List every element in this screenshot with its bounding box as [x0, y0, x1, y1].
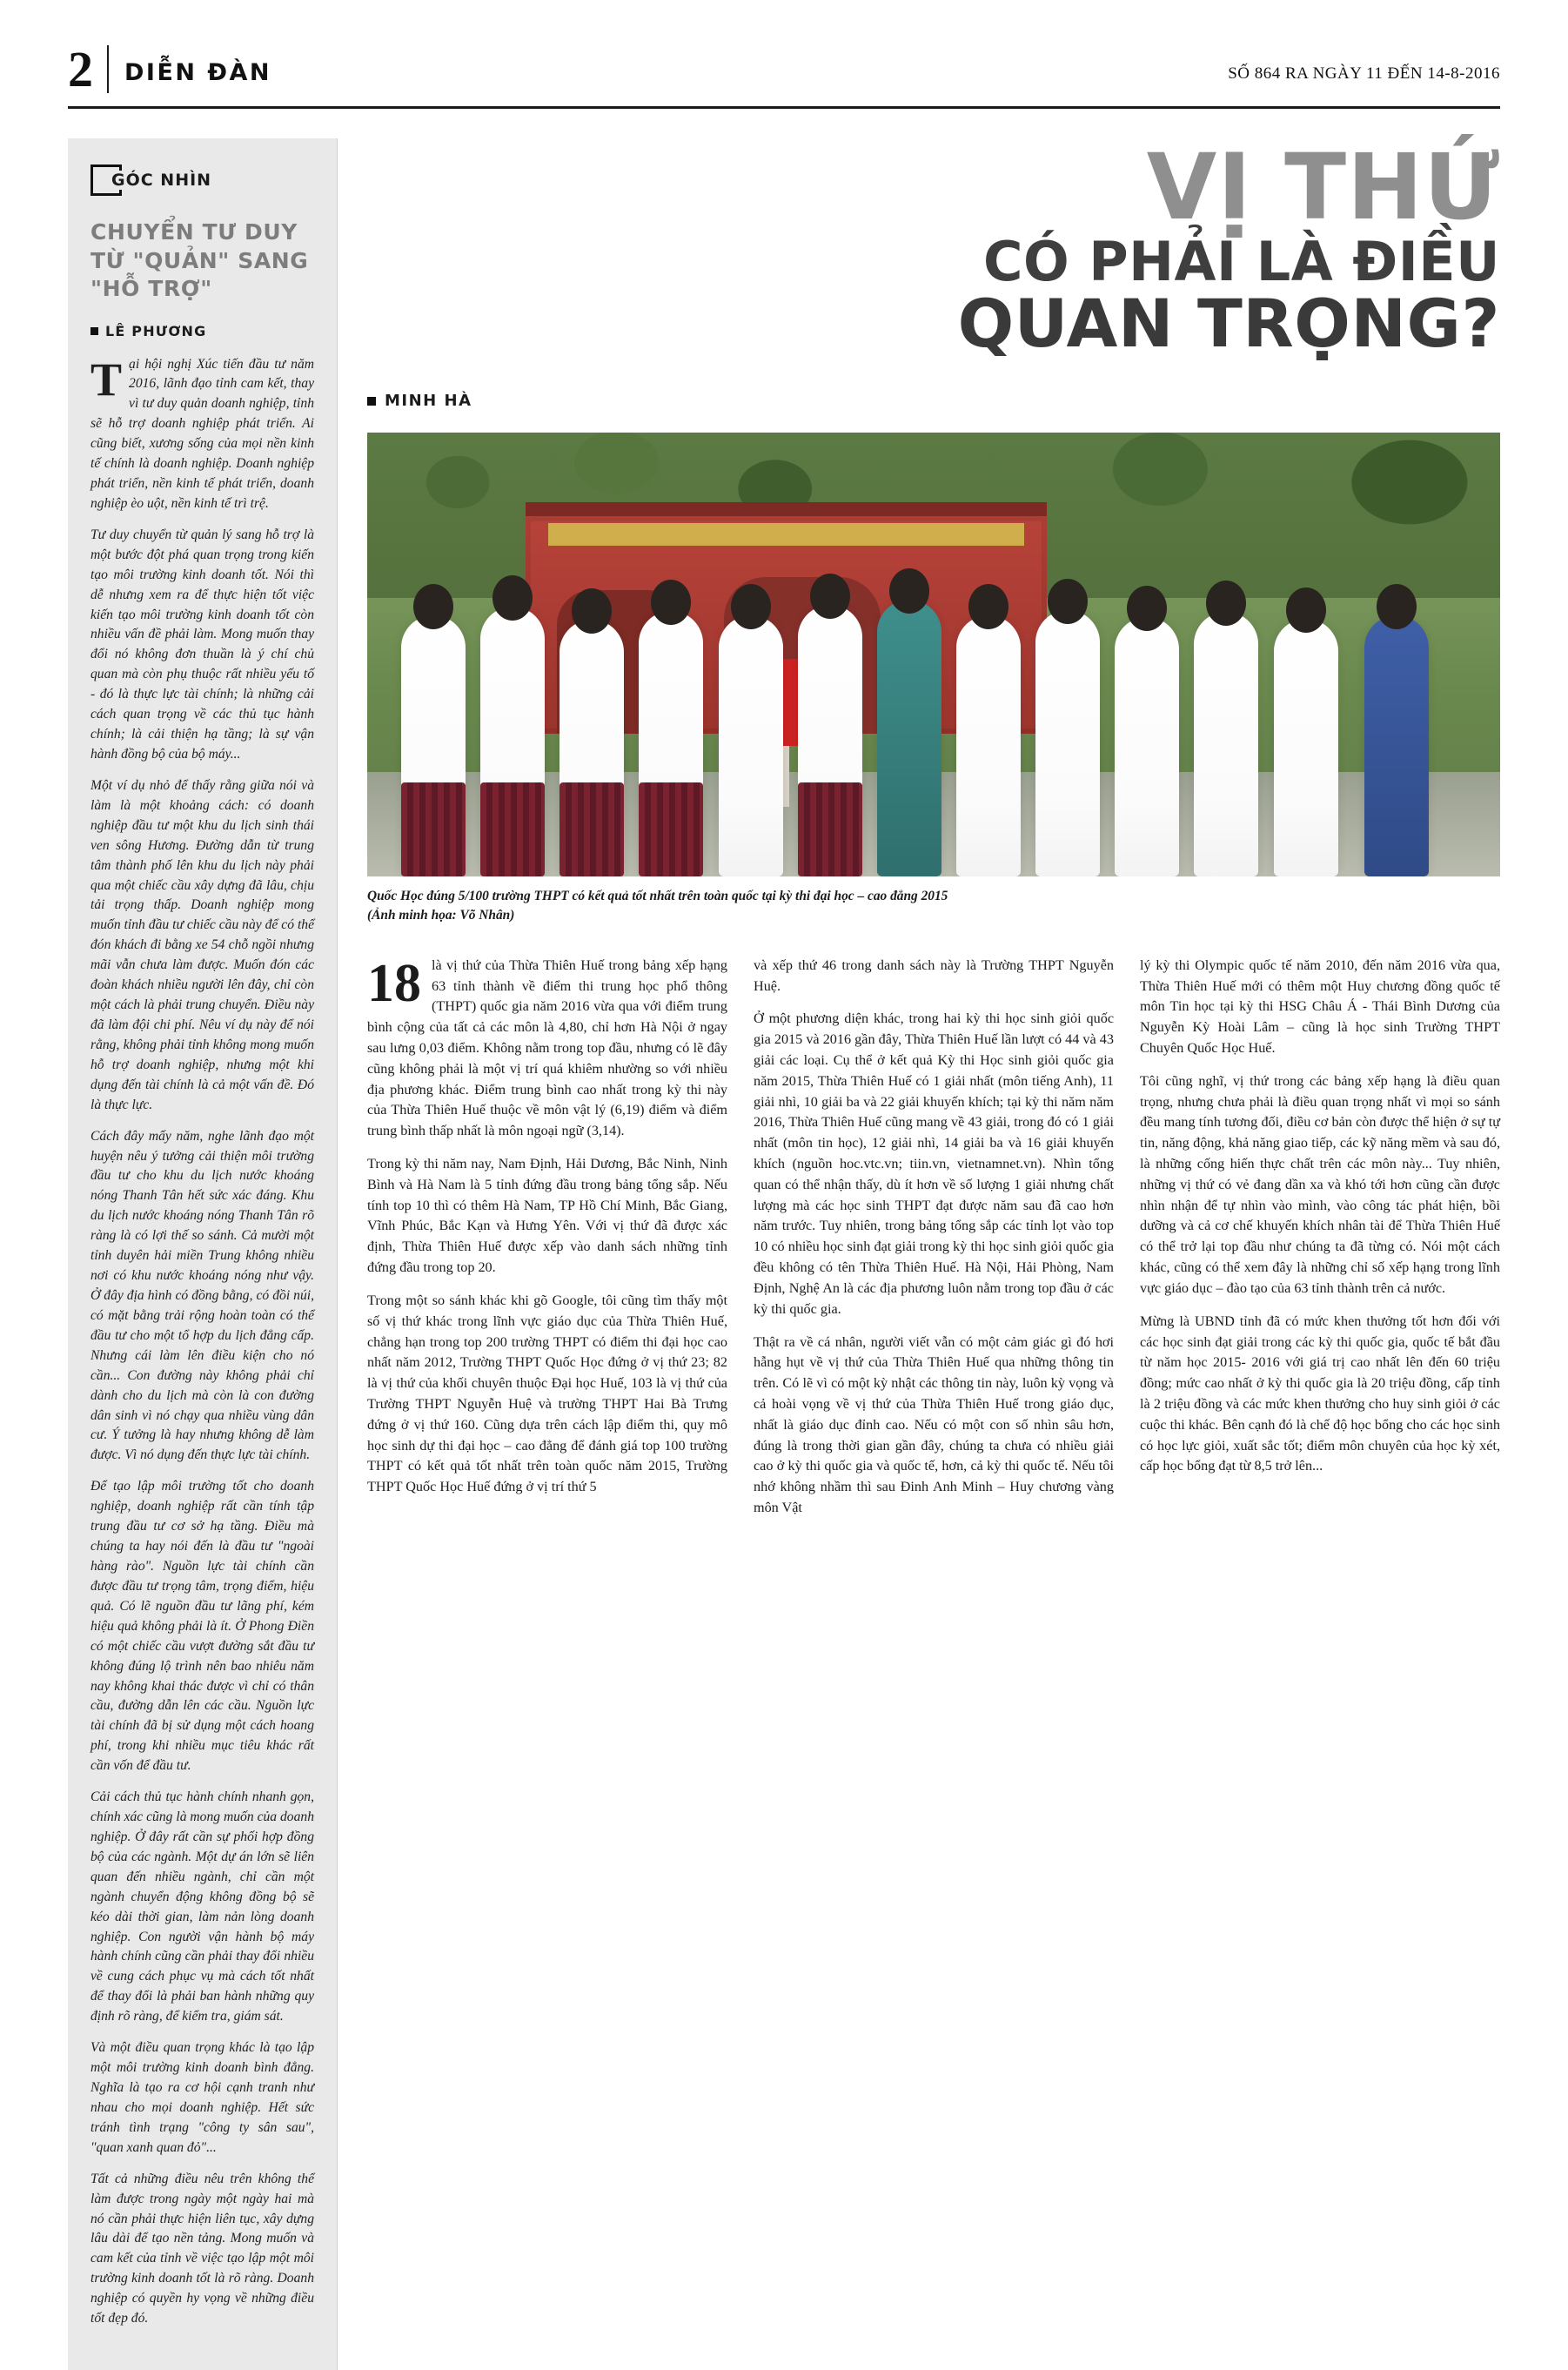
headline-line-2: CÓ PHẢI LÀ ĐIỀU	[982, 229, 1500, 293]
opinion-paragraph: Cách đây mấy năm, nghe lãnh đạo một huyện nêu ý tưởng cải thiện môi trường đầu tư cho khu du lịch nước khoáng nóng Thanh Tân hết sức xác đáng. Khu du lịch nước khoáng nóng Thanh Tân rõ ràng là có lợi thế so sánh. Cả mười một tỉnh duyên hải miền Trung không nhiều nơi có khu nước khoáng nóng như vậy. Ở đây địa hình có đồng bằng, có đồi núi, có mặt bằng trải rộng hoàn toàn có thể đầu tư cho một tổ hợp du lịch đẳng cấp. Nhưng cái làm lên điều kiện cho nó cần... Con đường này không phải chỉ dành cho du lịch mà còn là con đường dân sinh vì nó chạy qua nhiều vùng dân cư. Ý tưởng là hay nhưng không dễ làm được. Vì nó dụng đến thực lực tài chính.	[90, 1128, 314, 1463]
photo-teacher	[877, 600, 941, 876]
photo-teacher	[1364, 615, 1429, 876]
opinion-kicker	[90, 164, 232, 196]
photo-student	[1115, 617, 1179, 876]
photo-student	[560, 620, 624, 876]
opinion-byline	[90, 323, 314, 339]
article-byline	[367, 392, 1500, 410]
article-paragraph-text: là vị thứ của Thừa Thiên Huế trong bảng xếp hạng 63 tỉnh thành về điểm thi trung học phổ thông (THPT) quốc gia năm 2016 vừa qua với điểm trung bình cộng của tất cả các môn là 4,80, chỉ hơn Hà Nội ở ngay sau lưng 0,03 điểm. Không nằm trong top đầu, nhưng có lẽ đây cũng không phải là một vị trí quá khiêm nhường so với nhiều địa phương khác. Điểm trung bình cao nhất trong kỳ thi này của Thừa Thiên Huế thuộc về môn vật lý (6,19) điểm và điểm trung bình thấp nhất là môn ngoại ngữ (3,14).	[367, 957, 727, 1139]
article-columns	[367, 953, 1500, 1531]
article-photo	[367, 433, 1500, 876]
opinion-paragraph: Tư duy chuyển từ quản lý sang hỗ trợ là một bước đột phá quan trọng trong kiến tạo môi trường kinh doanh tốt. Nói thì dễ nhưng xem ra để thực hiện tốt việc kiến tạo môi trường kinh doanh tốt còn nhiều vấn đề phải làm. Mong muốn thay đổi nó không đơn thuần là ý chí chủ quan mà còn phụ thuộc rất nhiều yếu tố - đó là thực lực tài chính; là những cải cách quan trọng về các thủ tục hành chính; là cải thiện hạ tầng; là sự vận hành đồng bộ của bộ máy...	[90, 527, 314, 762]
opinion-paragraph: Một ví dụ nhỏ để thấy rằng giữa nói và làm là một khoảng cách: có doanh nghiệp đầu tư một khu du lịch sinh thái ven sông Hương. Đường dẫn từ trung tâm thành phố lên khu du lịch này phải qua một chiếc cầu xây dựng đã lâu, chịu tải trọng thấp. Doanh nghiệp mong muốn tỉnh đầu tư chiếc cầu này để có thể đón khách đi bằng xe 54 chỗ ngồi nhưng mãi vẫn chưa làm được. Muốn đón các đoàn khách nhiều người lên đây, chỉ còn một cách là phải trung chuyển. Điều này đã làm đội chi phí. Nêu ví dụ này để nói rằng, không phải tỉnh không mong muốn hỗ trợ doanh nghiệp, nhưng một khi dụng đến tài chính là cả một vấn đề. Đó là thực lực.	[90, 777, 314, 1112]
opinion-author: LÊ PHƯƠNG	[105, 322, 207, 339]
photo-student	[956, 615, 1021, 876]
photo-student	[401, 615, 466, 876]
photo-caption	[367, 887, 1081, 926]
article-column-3	[1140, 956, 1500, 1531]
article-paragraph: Trong kỳ thi năm nay, Nam Định, Hải Dương, Bắc Ninh, Ninh Bình và Hà Nam là 5 tỉnh đứng đầu trong bảng tổng sắp. Nếu tính top 10 thì có thêm Hà Nam, TP Hồ Chí Minh, Bắc Giang, Vĩnh Phúc, Bắc Kạn và Hưng Yên. Với vị thứ đã được xác định, Thừa Thiên Huế được xếp vào danh sách những tỉnh đứng đầu trong top 20.	[367, 1156, 727, 1276]
photo-student	[1035, 610, 1100, 876]
article-paragraph: Thật ra về cá nhân, người viết vẫn có một cảm giác gì đó hơi hẫng hụt về vị thứ của Thừa Thiên Huế qua những thông tin trên. Có lẽ vì có một kỳ nhật các thông tin này, luôn kỳ vọng và cả hoài vọng về vị thứ của Thừa Thiên Huế trong giáo dục, nhất là giáo dục đỉnh cao. Nếu có một con số nhìn sâu hơn, đúng là trong thời gian gần đây, chúng ta chưa có nhiều giải cao ở kỳ thi quốc gia và quốc tế, hơn, cả kỳ thi quốc tế. Nếu tôi nhớ không nhầm thì sau Đinh Anh Minh – Huy chương vàng môn Vật	[754, 1333, 1114, 1516]
article-headline	[367, 134, 1500, 363]
article-dropcap: 18	[367, 953, 421, 1013]
bullet-square-icon	[367, 397, 376, 406]
opinion-paragraph: Tất cả những điều nêu trên không thể làm được trong ngày một ngày hai mà nó cần phải thực hiện liên tục, xây dựng lâu dài để tạo nền tảng. Mong muốn và cam kết của tỉnh về việc tạo lập một môi trường kinh doanh tốt là rõ ràng. Doanh nghiệp có quyền hy vọng về những điều tốt đẹp đó.	[90, 2171, 314, 2326]
article-column-2	[754, 956, 1114, 1531]
page-content	[68, 134, 1500, 2370]
photo-gate-banner	[548, 523, 1024, 546]
article-paragraph: lý kỳ thi Olympic quốc tế năm 2010, đến năm 2016 vừa qua, Thừa Thiên Huế mới có thêm một Huy chương đồng quốc tế môn Tin học tại kỳ thi HSG Châu Á - Thái Bình Dương của Nguyễn Kỳ Hoài Lâm – cũng là học sinh Trường THPT Chuyên Quốc Học Huế.	[1140, 957, 1500, 1056]
article-paragraph: Ở một phương diện khác, trong hai kỳ thi học sinh giỏi quốc gia 2015 và 2016 gần đây, Thừa Thiên Huế lần lượt có 44 và 43 giải các loại. Cụ thể ở kết quả Kỳ thi Học sinh giỏi quốc gia năm 2015, Thừa Thiên Huế có 1 giải nhất (môn tiếng Anh), 11 giải nhì, 10 giải ba và 22 giải khuyến khích; tại kỳ thi năm năm 2016, Thừa Thiên Huế cũng mang về 43 giải, trong đó có 1 giải nhất (môn tin học), 12 giải nhì, 14 giải ba và 16 giải khuyến khích (nguồn hoc.vtc.vn; tiin.vn, vietnamnet.vn). Nhìn tổng quan có thể nhận thấy, dù ít hơn về số lượng 1 giải nhưng chất lượng mà các học sinh THPT đạt được năm sau đã cao hơn năm trước. Tuy nhiên, trong bảng tổng sắp các tỉnh lọt vào top 10 có nhiều học sinh đạt giải trong kỳ thi học sinh giỏi quốc gia đều không có tên Thừa Thiên Huế. Hà Nội, Hải Phòng, Nam Định, Nghệ An là các địa phương luôn nằm trong top đầu ở các kỳ thi quốc gia.	[754, 1010, 1114, 1317]
main-article	[338, 134, 1500, 1531]
photo-student	[1274, 619, 1338, 876]
headline-line-1: VỊ THỨ	[1146, 134, 1500, 240]
opinion-kicker-label: GÓC NHÌN	[111, 171, 212, 190]
article-paragraph: Tôi cũng nghĩ, vị thứ trong các bảng xếp hạng là điều quan trọng, nhưng chưa phải là điều quan trọng nhất vì mọi so sánh đều mang tính tương đối, điều cơ bản còn được thể hiện ở sự tự tin, năng động, khả năng giao tiếp, các kỹ năng mềm và sau đó, là những cống hiến thực chất trên các môn này... Tuy nhiên, những vị thứ có vẻ đang dần xa và khó tới hơn cũng cần được nhìn nhận để tự nhìn vào mình, vào công tác phát hiện, bồi dưỡng và cả cơ chế khuyến khích nhân tài để Thừa Thiên Huế có thể trở lại top đầu như chúng ta đã từng có. Nói một cách khác, cũng có thể xem đây là những chỉ số xếp hạng trong lĩnh vực giáo dục – đào tạo của 63 tỉnh thành trên cả nước.	[1140, 1072, 1500, 1296]
issue-info: SỐ 864 RA NGÀY 11 ĐẾN 14-8-2016	[1228, 64, 1500, 83]
photo-credit: (Ảnh minh họa: Võ Nhân)	[367, 908, 515, 923]
opinion-paragraph: Tại hội nghị Xúc tiến đầu tư năm 2016, lãnh đạo tỉnh cam kết, thay vì tư duy quản doanh nghiệp, tỉnh sẽ hỗ trợ doanh nghiệp phát triển. Ai cũng biết, xương sống của mọi nền kinh tế chính là doanh nghiệp. Doanh nghiệp phát triển, nền kinh tế phát triển, doanh nghiệp èo uột, nền kinh tế trì trệ.	[90, 352, 314, 511]
article-paragraph	[367, 953, 727, 1142]
photo-student	[1194, 612, 1258, 876]
masthead	[68, 41, 1500, 109]
photo-student	[798, 605, 862, 876]
opinion-paragraph: Cải cách thủ tục hành chính nhanh gọn, chính xác cũng là mong muốn của doanh nghiệp. Ở đây rất cần sự phối hợp đồng bộ của các ngành. Một dự án lớn sẽ liên quan đến nhiều ngành, chỉ cần một ngành chuyển động không đồng bộ sẽ kéo dài thời gian, làm nản lòng doanh nghiệp. Con người vận hành bộ máy hành chính cũng cần phải thay đổi nhiều về cung cách phục vụ mà cách tốt nhất để thay đổi là phải ban hành những quy định rõ ràng, để kiểm tra, giám sát.	[90, 1789, 314, 2024]
opinion-body	[90, 352, 314, 2330]
photo-caption-text: Quốc Học đúng 5/100 trường THPT có kết quả tốt nhất trên toàn quốc tại kỳ thi đại học – cao đẳng 2015	[367, 889, 948, 904]
photo-students-group	[367, 563, 1500, 876]
photo-student	[480, 607, 545, 876]
newspaper-page	[0, 41, 1568, 2370]
opinion-title: CHUYỂN TƯ DUY TỪ "QUẢN" SANG "HỖ TRỢ"	[90, 219, 309, 301]
article-paragraph: Mừng là UBND tỉnh đã có mức khen thưởng tốt hơn đối với các học sinh đạt giải trong các kỳ thi quốc gia, quốc tế bắt đầu từ năm học 2015- 2016 với giá trị cao nhất lên đến 60 triệu đồng; mức cao nhất ở kỳ thi quốc gia là 20 triệu đồng, cấp tỉnh là 2 triệu đồng và các mức khen thưởng cho huy sinh giỏi ở các cuộc thi khác. Bên cạnh đó là chế độ học bổng cho các học sinh có học lực giỏi, xuất sắc tốt; điểm môn chuyên của học kỳ xét, cấp học bổng đạt từ 8,5 trở lên...	[1140, 1313, 1500, 1474]
headline-line-3: QUAN TRỌNG?	[957, 285, 1500, 363]
page-number: 2	[68, 45, 109, 93]
opinion-paragraph: Và một điều quan trọng khác là tạo lập một môi trường kinh doanh bình đẳng. Nghĩa là tạo ra cơ hội cạnh tranh như nhau cho mọi doanh nghiệp. Hết sức tránh tình trạng "công ty sân sau", "quan xanh quan đỏ"...	[90, 2040, 314, 2155]
photo-student	[639, 611, 703, 876]
article-paragraph: và xếp thứ 46 trong danh sách này là Trường THPT Nguyễn Huệ.	[754, 957, 1114, 994]
article-author: MINH HÀ	[385, 392, 472, 411]
bullet-square-icon	[90, 327, 98, 335]
article-photo-block	[367, 433, 1500, 926]
section-title: DIỄN ĐÀN	[124, 59, 272, 86]
article-paragraph: Trong một so sánh khác khi gõ Google, tôi cũng tìm thấy một số vị thứ khác trong lĩnh vực giáo dục của Thừa Thiên Huế, chẳng hạn trong top 200 trường THPT có điểm thi đại học cao nhất năm 2012, Trường THPT Quốc Học đứng ở vị thứ 23; 82 là vị thứ của khối chuyên thuộc Đại học Huế, 103 là vị thứ của Trường THPT Nguyễn Huệ và trường THPT Hai Bà Trưng đứng ở vị thứ 160. Cũng dựa trên cách lập điểm thi, quy mô học sinh dự thi đại học – cao đẳng để đánh giá top 100 trường THPT có kết quả tốt nhất trên toàn quốc năm 2015, Trường THPT Quốc Học Huế đứng ở vị trí thứ 5	[367, 1292, 727, 1495]
article-column-1	[367, 953, 727, 1531]
photo-student	[719, 615, 783, 876]
opinion-column	[68, 138, 338, 2370]
opinion-paragraph: Để tạo lập môi trường tốt cho doanh nghiệp, doanh nghiệp rất cần tính tập trung đầu tư cơ sở hạ tầng. Điều mà chúng ta hay nói đến là đầu tư "ngoài hàng rào". Nguồn lực tài chính cần được đầu tư trọng tâm, trọng điểm, hiệu quả. Có lẽ nguồn đầu tư lãng phí, kém hiệu quả không phải là ít. Ở Phong Điền có một chiếc cầu vượt đường sắt đầu tư không đúng lộ trình nên bao nhiêu năm nay không khai thác được vì chỉ có thân cầu, đường dẫn lên các cầu. Nguồn lực tài chính đã bị sử dụng một cách hoang phí, trong khi nhiều mục tiêu khác rất cần vốn để đầu tư.	[90, 1479, 314, 1774]
